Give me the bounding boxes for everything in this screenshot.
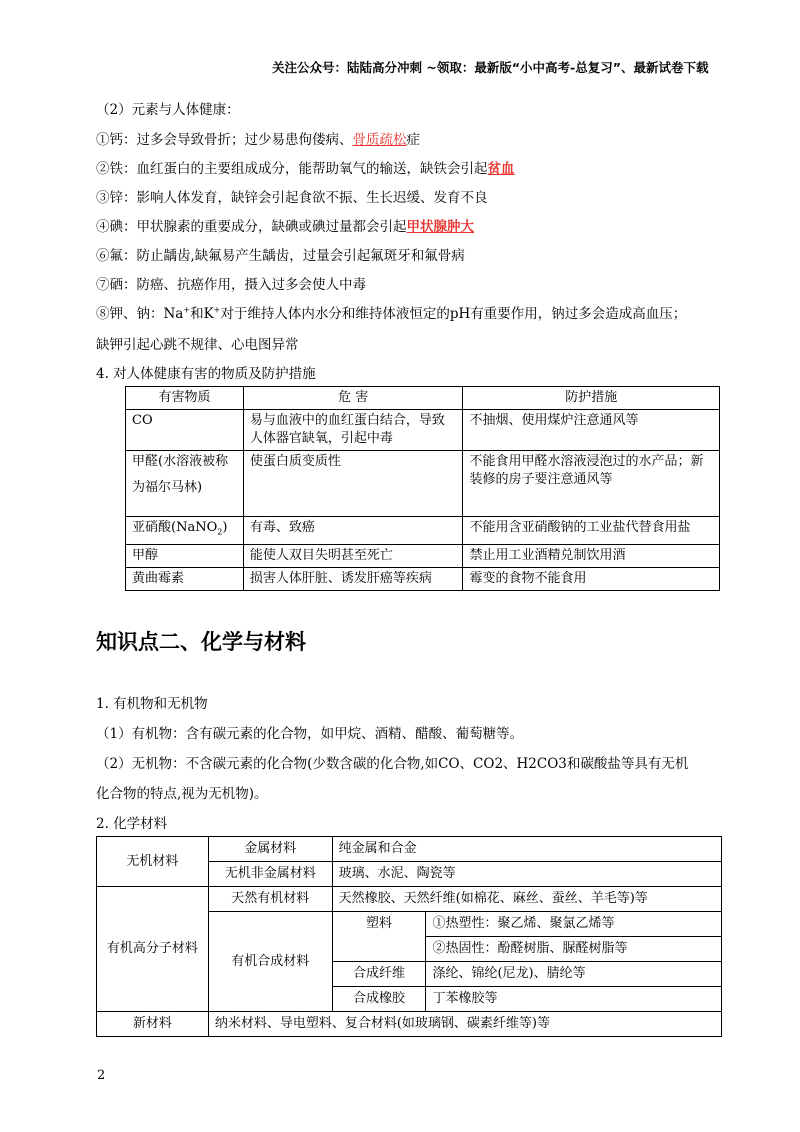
table-row	[97, 887, 722, 912]
fiber-cell: 合成纤维	[332, 962, 426, 987]
paragraph-1: 1. 有机物和无机物	[96, 696, 208, 712]
table-row	[126, 567, 720, 590]
newmat-cell: 新材料	[97, 1012, 209, 1037]
protection-cell: 不能用含亚硝酸钠的工业盐代替食用盐	[463, 517, 720, 545]
selenium-line: ⑦硒：防癌、抗癌作用，摄入过多会使人中毒	[96, 277, 366, 293]
paragraph-3: （2）无机物：不含碳元素的化合物(少数含碳的化合物,如CO、CO2、H2CO3和碳酸盐等具有无机	[96, 756, 689, 772]
table-row	[126, 544, 720, 567]
protection-cell: 霉变的食物不能食用	[463, 567, 720, 590]
substance-end: )	[222, 520, 228, 535]
inorganic-cell: 无机材料	[97, 837, 209, 887]
substance-cell: 甲醇	[126, 544, 244, 567]
kna-sup-2: +	[213, 305, 221, 315]
paragraph-2: （1）有机物：含有碳元素的化合物，如甲烷、酒精、醋酸、葡萄糖等。	[96, 726, 524, 742]
substance-cell	[126, 517, 244, 545]
iodine-line	[96, 215, 474, 235]
substance-cell: 黄曲霉素	[126, 567, 244, 590]
thermoplastic-cell: ①热塑性：聚乙烯、聚氯乙烯等	[426, 912, 722, 937]
iodine-text: ④碘：甲状腺素的重要成分，缺碘或碘过量都会引起	[96, 219, 407, 235]
synthetic-cell: 有机合成材料	[208, 912, 332, 1012]
rubber-desc-cell: 丁苯橡胶等	[426, 987, 722, 1012]
potassium-sodium-line	[96, 302, 686, 322]
paragraph-4: 2. 化学材料	[96, 816, 168, 832]
page-number: 2	[97, 1068, 106, 1083]
thermoset-cell: ②热固性：酚醛树脂、脲醛树脂等	[426, 937, 722, 962]
natural-cell: 天然有机材料	[208, 887, 332, 912]
iron-highlight: 贫血	[487, 161, 515, 177]
section-title: （2）元素与人体健康：	[96, 102, 240, 118]
fluorine-line: ⑥氟：防止龋齿,缺氟易产生龋齿，过量会引起氟斑牙和氟骨病	[96, 248, 465, 264]
table-header-row	[126, 387, 720, 410]
natural-desc-cell: 天然橡胶、天然纤维(如棉花、麻丝、蚕丝、羊毛等)等	[332, 887, 721, 912]
kna-text-1: ⑧钾、钠：Na	[96, 306, 184, 322]
substance-subscript: 2	[217, 527, 223, 537]
rubber-cell: 合成橡胶	[332, 987, 426, 1012]
plastic-cell: 塑料	[332, 912, 426, 962]
table-row	[126, 451, 720, 517]
metal-cell: 金属材料	[208, 837, 332, 862]
protection-cell: 不能食用甲醛水溶液浸泡过的水产品；新装修的房子要注意通风等	[463, 451, 720, 517]
polymer-cell: 有机高分子材料	[97, 887, 209, 1012]
zinc-line: ③锌：影响人体发育，缺锌会引起食欲不振、生长迟缓、发育不良	[96, 190, 488, 206]
harmful-substances-table	[125, 386, 720, 591]
harm-cell: 能使人双目失明甚至死亡	[243, 544, 463, 567]
paragraph-3b: 化合物的特点,视为无机物)。	[96, 786, 268, 802]
table-row	[97, 837, 722, 862]
harm-cell: 有毒、致癌	[243, 517, 463, 545]
potassium-line-2: 缺钾引起心跳不规律、心电图异常	[96, 337, 299, 353]
iodine-highlight: 甲状腺肿大	[406, 219, 474, 235]
protection-cell: 禁止用工业酒精兑制饮用酒	[463, 544, 720, 567]
kna-text-2: 和K	[190, 306, 214, 322]
header-protection: 防护措施	[463, 387, 720, 410]
section-heading: 知识点二、化学与材料	[96, 630, 306, 654]
calcium-text: ①钙：过多会导致骨折；过少易患佝偻病、	[96, 132, 353, 148]
section-4-title: 4. 对人体健康有害的物质及防护措施	[96, 366, 316, 382]
metal-desc-cell: 纯金属和合金	[332, 837, 721, 862]
harm-cell: 易与血液中的血红蛋白结合，导致人体器官缺氧，引起中毒	[243, 410, 463, 451]
iron-text: ②铁：血红蛋白的主要组成成分，能帮助氧气的输送，缺铁会引起	[96, 161, 488, 177]
harm-cell: 损害人体肝脏、诱发肝癌等疾病	[243, 567, 463, 590]
substance-line-2: 为福尔马林)	[132, 480, 203, 495]
calcium-highlight: 骨质疏松	[352, 132, 407, 148]
kna-sup-1: +	[183, 305, 191, 315]
substance-text: 亚硝酸(NaNO	[132, 520, 218, 535]
newmat-desc-cell: 纳米材料、导电塑料、复合材料(如玻璃钢、碳素纤维等)等	[208, 1012, 721, 1037]
table-row	[126, 517, 720, 545]
calcium-suffix: 症	[406, 132, 420, 148]
substance-cell: CO	[126, 410, 244, 451]
harm-cell: 使蛋白质变质性	[243, 451, 463, 517]
table-row	[97, 1012, 722, 1037]
substance-cell	[126, 451, 244, 517]
protection-cell: 不抽烟、使用煤炉注意通风等	[463, 410, 720, 451]
page-header: 关注公众号：陆陆高分冲刺 ~领取：最新版“小中高考-总复习”、最新试卷下载	[272, 60, 709, 75]
calcium-line	[96, 128, 420, 148]
nonmetal-desc-cell: 玻璃、水泥、陶瓷等	[332, 862, 721, 887]
iron-line	[96, 157, 515, 177]
materials-table	[96, 836, 722, 1037]
table-row	[126, 410, 720, 451]
substance-line-1: 甲醛(水溶液被称	[132, 454, 229, 469]
kna-text-3: 对于维持人体内水分和维持体液恒定的pH有重要作用，钠过多会造成高血压；	[220, 306, 687, 322]
header-substance: 有害物质	[126, 387, 244, 410]
header-harm: 危 害	[243, 387, 463, 410]
nonmetal-cell: 无机非金属材料	[208, 862, 332, 887]
fiber-desc-cell: 涤纶、锦纶(尼龙)、腈纶等	[426, 962, 722, 987]
